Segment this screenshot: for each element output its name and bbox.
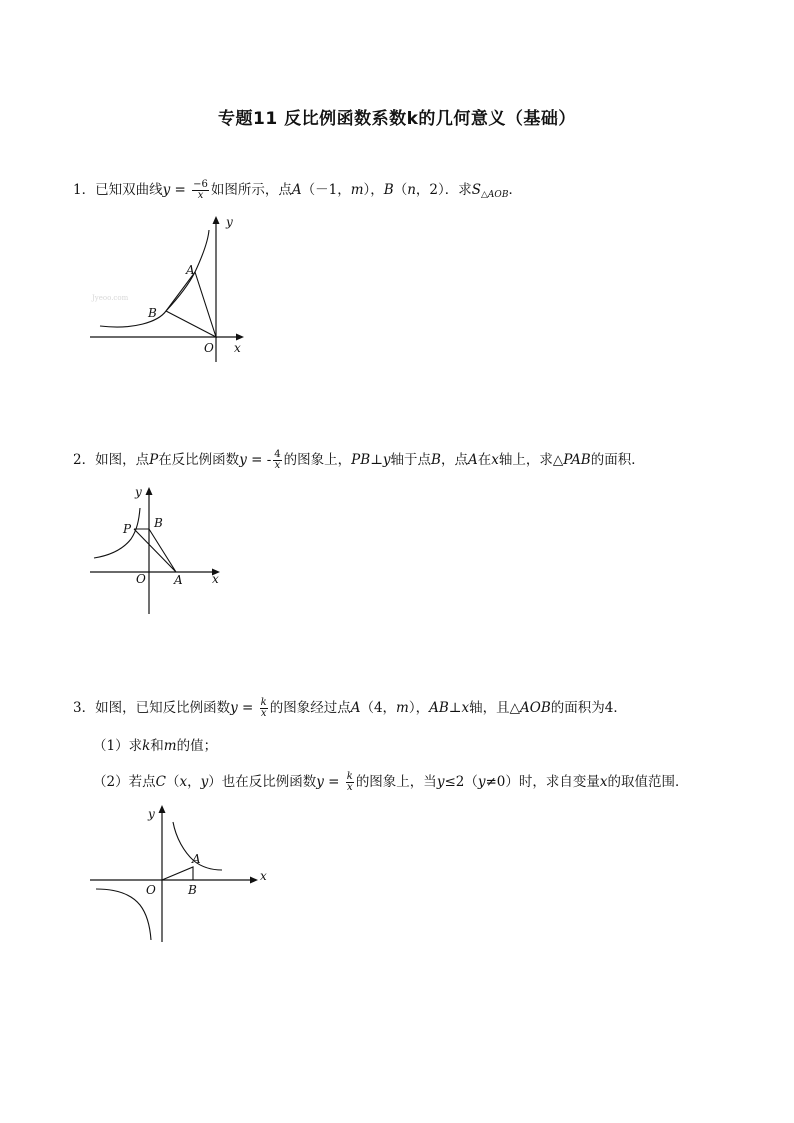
label-A: A [186, 263, 195, 277]
text: 如图所示，点 [210, 182, 292, 198]
text: = [246, 452, 267, 468]
text: 的面积． [590, 452, 645, 468]
var: y [239, 452, 247, 468]
var: x [179, 774, 188, 790]
question-2-figure [88, 482, 228, 617]
fraction [346, 772, 354, 793]
label-y: y [226, 215, 233, 229]
var: y [200, 774, 209, 790]
text: （ [165, 774, 180, 790]
var: AB [429, 700, 449, 716]
page-title: 专题11 反比例函数系数k的几何意义（基础） [218, 109, 576, 129]
text: 已知双曲线 [95, 182, 163, 198]
text: 的值； [176, 738, 218, 754]
text: ）， [363, 182, 384, 198]
text: ≤2（ [444, 774, 478, 790]
fraction-numerator: k [260, 697, 267, 708]
text: ， [187, 774, 201, 790]
text: 的面积为4． [550, 700, 627, 716]
label-x: x [234, 341, 241, 355]
fraction [260, 698, 268, 719]
text: 和 [150, 738, 164, 754]
watermark: Jyeoo.com [92, 294, 129, 302]
fraction-denominator: x [274, 460, 281, 471]
var: k [142, 738, 151, 754]
label-A: A [192, 852, 201, 866]
triangle-AOB [162, 867, 193, 880]
text: 在反比例函数 [158, 452, 240, 468]
label-O: O [136, 572, 146, 586]
var: PB [351, 452, 371, 468]
var: n [407, 182, 416, 198]
text: （ [393, 182, 408, 198]
subscript: △AOB [481, 190, 509, 200]
label-y: y [148, 807, 155, 821]
var: m [396, 700, 409, 716]
text: 的图象经过点 [269, 700, 351, 716]
var: S [471, 182, 482, 198]
var: y [230, 700, 238, 716]
fraction [192, 180, 209, 201]
text: 的图象上， [283, 452, 352, 468]
fraction-denominator: x [346, 782, 353, 793]
x-axis-arrow [236, 334, 244, 341]
text: 轴于点 [390, 452, 432, 468]
text: （2）若点 [93, 774, 156, 790]
var: PAB [563, 452, 591, 468]
var: C [155, 774, 166, 790]
fraction-numerator: −6 [193, 179, 208, 190]
var: A [291, 182, 302, 198]
text: = [323, 774, 344, 790]
text: ，点 [440, 452, 468, 468]
label-A: A [174, 573, 183, 587]
triangle-PAB [134, 529, 176, 572]
question-1-figure [88, 212, 258, 367]
text: ． [508, 182, 522, 198]
y-axis-arrow [159, 805, 166, 813]
text: （1）求 [93, 738, 143, 754]
label-O: O [204, 341, 214, 355]
var: x [491, 452, 499, 468]
label-B: B [188, 883, 197, 897]
text: ）， [408, 700, 430, 716]
label-O: O [146, 883, 156, 897]
var: y [316, 774, 324, 790]
var: B [431, 452, 441, 468]
text: ⊥ [448, 700, 462, 716]
text: ⊥ [370, 452, 383, 468]
text: 如图，点 [95, 452, 150, 468]
text: 轴，且△ [469, 700, 520, 716]
fraction-numerator: k [346, 771, 353, 782]
fraction [273, 450, 281, 471]
y-axis-arrow [213, 216, 220, 224]
fraction-numerator: 4 [274, 449, 281, 460]
var: A [350, 700, 361, 716]
label-B: B [154, 516, 163, 530]
var: AOB [520, 700, 551, 716]
fraction-denominator: x [260, 708, 267, 719]
label-B: B [148, 306, 157, 320]
question-2-text [73, 450, 645, 471]
text: ）也在反比例函数 [208, 774, 317, 790]
question-number: 3． [73, 700, 96, 716]
y-axis-arrow [146, 487, 153, 495]
var: x [599, 774, 608, 790]
var: y [162, 182, 171, 198]
minus-sign: - [266, 452, 272, 468]
var: P [149, 452, 159, 468]
question-number: 2． [73, 452, 96, 468]
var: B [383, 182, 394, 198]
question-3-figure [88, 800, 273, 945]
text: = [237, 700, 258, 716]
var: A [467, 452, 478, 468]
label-P: P [123, 522, 132, 536]
text: 如图，已知反比例函数 [95, 700, 231, 716]
var: m [350, 182, 364, 198]
var: y [477, 774, 486, 790]
question-number: 1． [73, 182, 96, 198]
label-x: x [212, 572, 219, 586]
label-y: y [135, 485, 142, 499]
text: 在 [477, 452, 492, 468]
text: 的图象上，当 [355, 774, 437, 790]
question-3-part-2 [93, 772, 689, 793]
question-3-text [73, 698, 627, 719]
text: ，2）．求 [415, 182, 472, 198]
var: x [461, 700, 470, 716]
question-1-text [73, 180, 522, 205]
text: 轴上，求△ [498, 452, 564, 468]
var: m [163, 738, 177, 754]
var: y [382, 452, 391, 468]
question-3-part-1 [93, 736, 217, 756]
hyperbola-curve [94, 508, 140, 558]
text: （4， [360, 700, 397, 716]
var: y [436, 774, 445, 790]
text: 的取值范围． [607, 774, 689, 790]
text: ≠0）时，求自变量 [485, 774, 600, 790]
hyperbola-branch-3 [96, 889, 151, 940]
fraction-denominator: x [197, 190, 204, 201]
label-x: x [260, 869, 267, 883]
text: （－1， [301, 182, 351, 198]
triangle-AOB [166, 272, 216, 337]
text: = [170, 182, 191, 198]
x-axis-arrow [250, 877, 258, 884]
